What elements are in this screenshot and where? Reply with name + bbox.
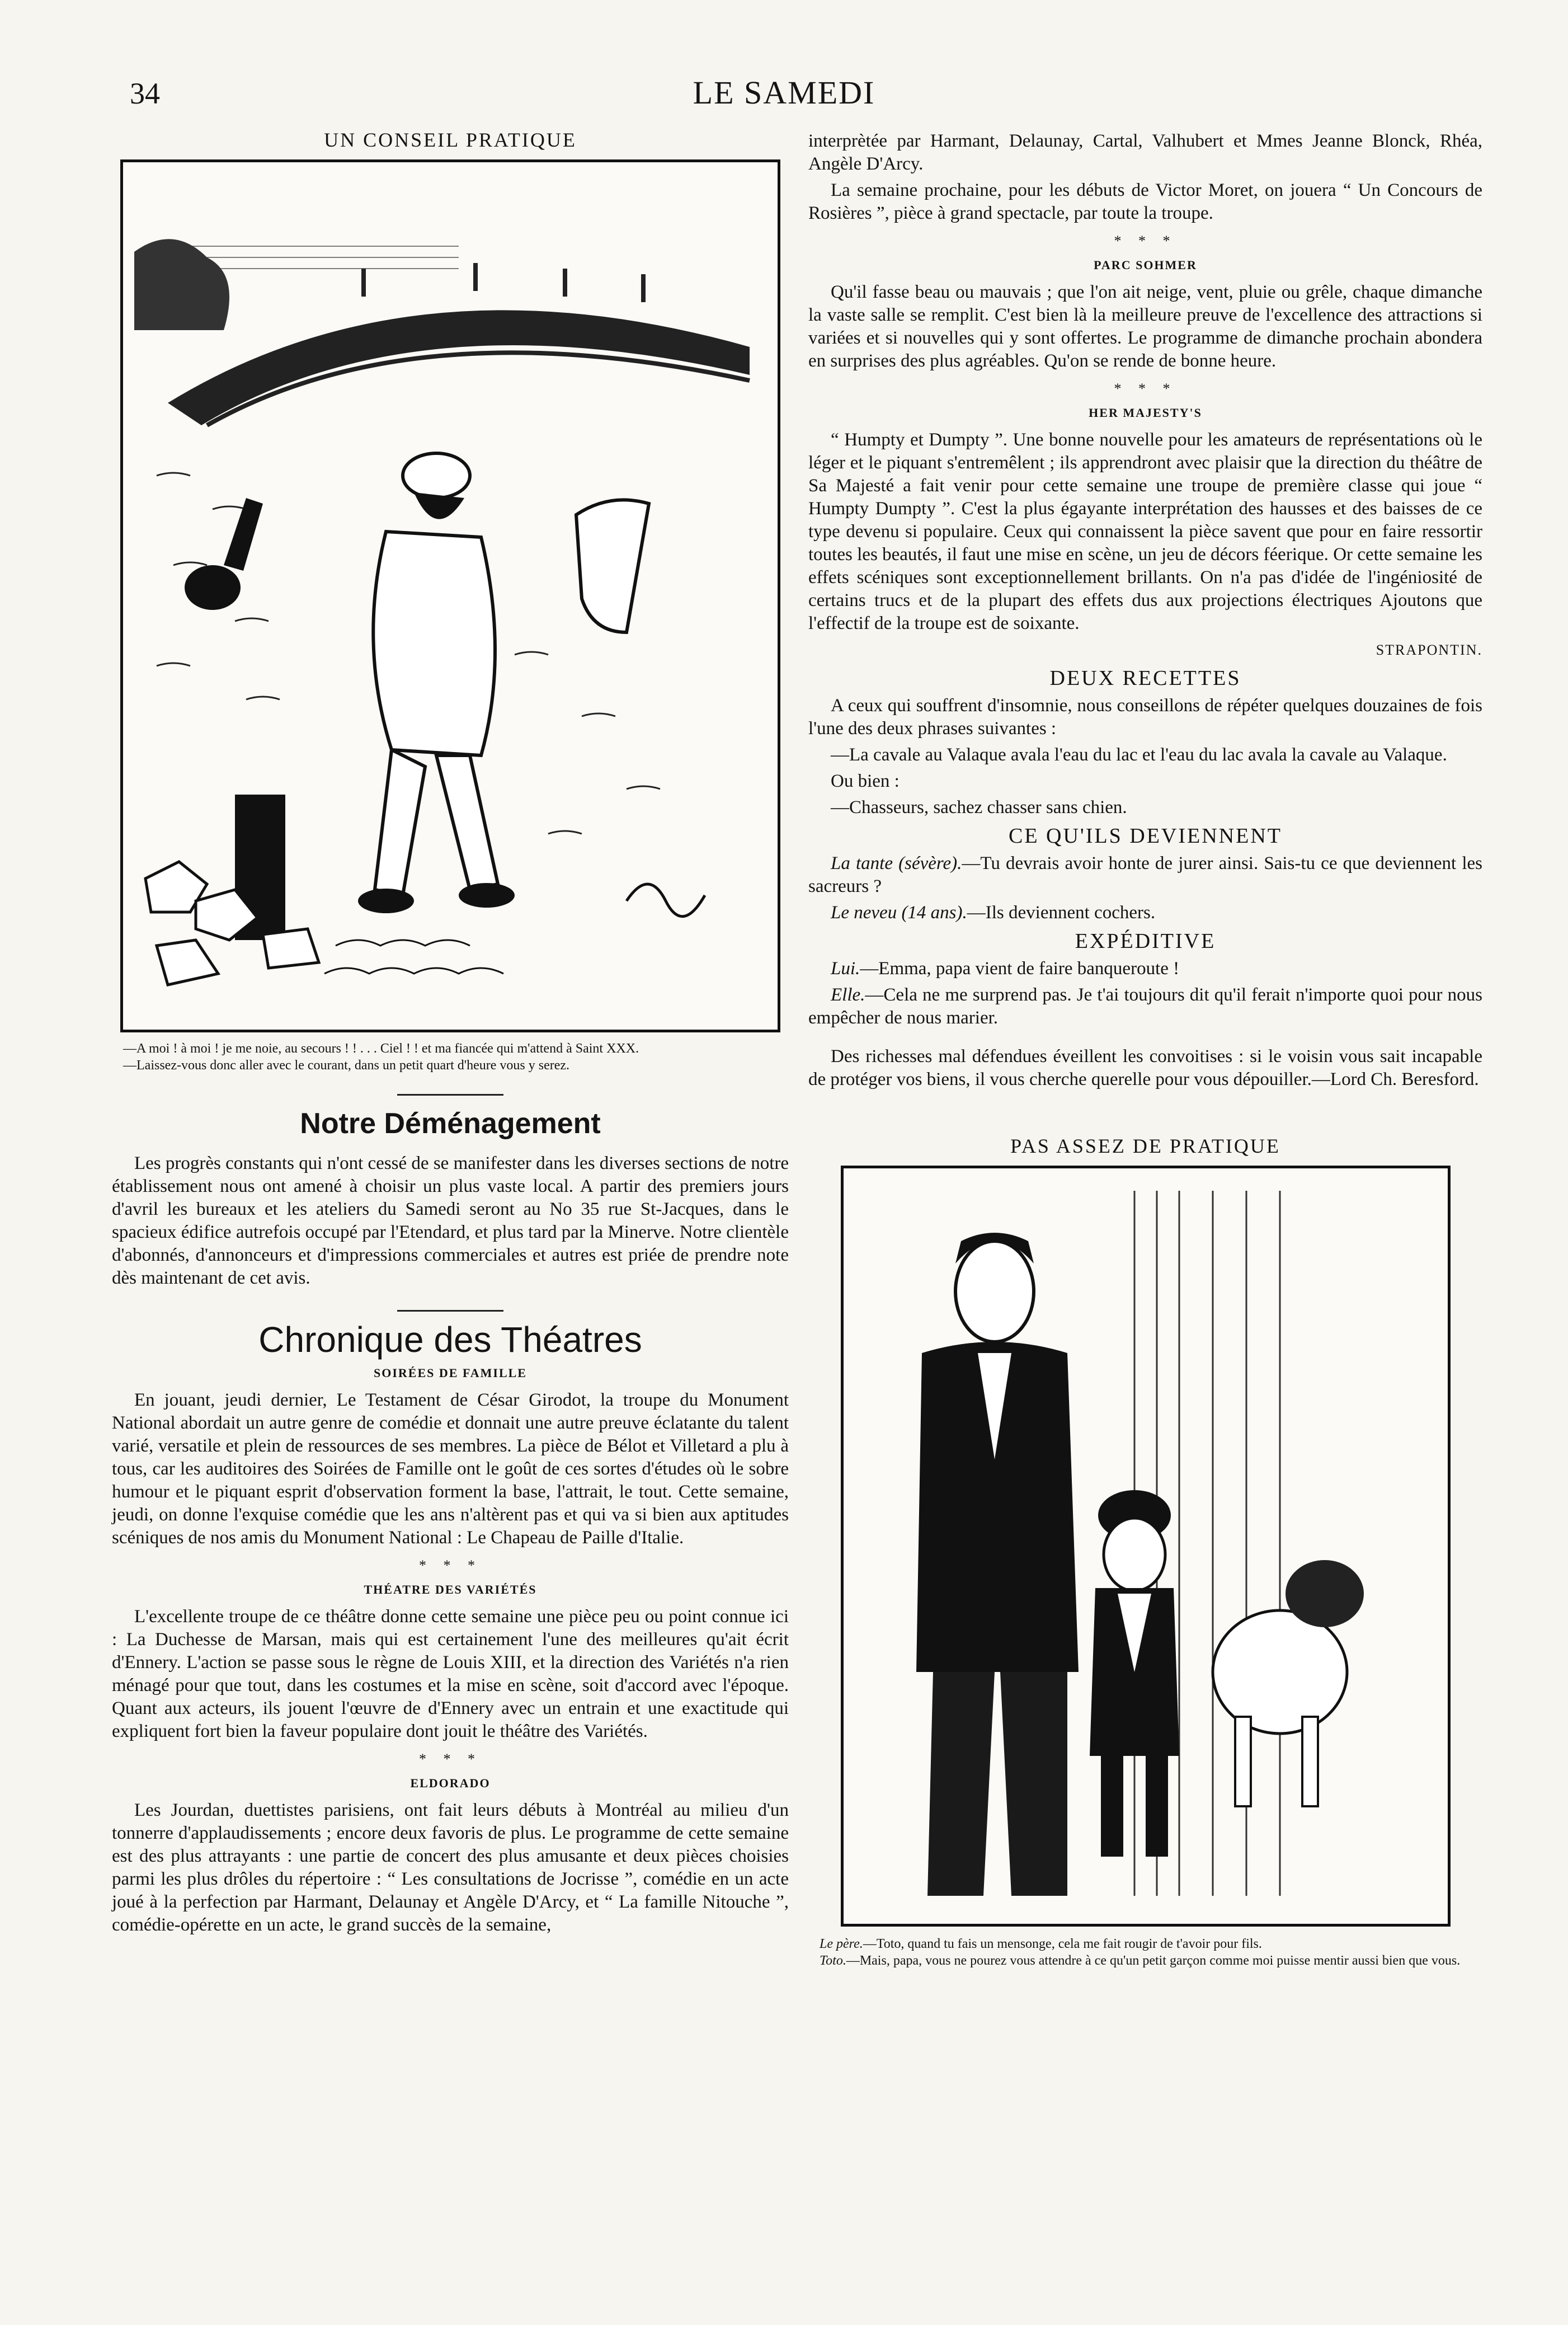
sohmer-heading: PARC SOHMER [1094,258,1197,272]
cartoon-caption [112,1040,789,1074]
expeditive-heading: EXPÉDITIVE [1075,929,1216,953]
speaker: Le neveu (14 ans). [831,903,967,923]
soirees-body: En jouant, jeudi dernier, Le Testament de César Girodot, la troupe du Monument National abordait un autre genre de comédie et donnait une autre preuve éclatante du talent varié, versatile et plein de ressources de ses membres. La pièce de Bélot et Villetard a plu à tous, car les auditoires des Soirées de Famille ont le goût de ces sortes d'études où le sobre humour et le piquant esprit d'observation forment la base, l'attrait, le tout. Cette semaine, jeudi, on donne l'exquise comédie que les ans n'altèrent pas et qui va si bien aux aptitudes scéniques de nos amis du Monument National : Le Chapeau de Paille d'Italie. [112,1390,789,1548]
speech: —Emma, papa vient de faire banqueroute ! [860,959,1180,979]
caption-line: —Laissez-vous donc aller avec le courant, dans un petit quart d'heure vous y serez. [123,1058,570,1073]
notre-demenagement-title: Notre Déménagement [300,1107,601,1140]
deux-recettes-ou: Ou bien : [831,771,900,791]
deux-recettes-line: —Chasseurs, sachez chasser sans chien. [831,797,1127,818]
stars-separator: * * * [419,1557,482,1574]
dialogue-line [808,957,1482,980]
cartoon-caption [808,1936,1482,1969]
caption-line [808,1952,1482,1969]
left-column [112,129,789,1940]
speaker: Lui. [831,959,860,979]
stars-separator: * * * [419,1751,482,1767]
richesses-quote: Des richesses mal défendues éveillent les convoitises : si le voisin vous sait incapable de protéger vos biens, il vous cherche querelle pour vous dépouiller.—Lord Ch. Beresford. [808,1046,1482,1089]
notre-demenagement-body: Les progrès constants qui n'ont cessé de se manifester dans les diverses sections de notre établissement nous ont amené à choisir un plus vaste local. A partir des premiers jours d'avril les bureaux et les ateliers du Samedi seront au No 35 rue St-Jacques, dans le spacieux édifice autrefois occupé par l'Etendard, et plus tard par la Minerve. Notre clientèle d'abonnés, d'annonceurs et d'impressions commerciales et autres est priée de prendre note dès maintenant de cet avis. [112,1153,789,1288]
dialogue-line [808,984,1482,1030]
father-son-dog-drawing [844,1168,1442,1918]
speech: —Toto, quand tu fais un mensonge, cela me fait rougir de t'avoir pour fils. [863,1937,1262,1951]
majesty-body: “ Humpty et Dumpty ”. Une bonne nouvelle pour les amateurs de représentations où le léger et le piquant s'entremêlent ; ils apprendront avec plaisir que la direction du théâtre de Sa Majesté a fait venir pour cette semaine une troupe de première classe qui joue “ Humpty Dumpty ”. C'est la plus égayante interprétation des hausses et des baisses de ce type devenu si populaire. Ceux qui connaissent la pièce savent que pour en faire ressortir toutes les beautés, il faut une mise en scène, un jeu de décors féerique. Or cette semaine les effets scéniques sont exceptionnellement brillants. On n'a pas d'idée de l'ingéniosité de certains trucs et de la plupart des effets dus aux projections électriques Ajoutons que l'effectif de la troupe est de soixante. [808,430,1482,633]
varietes-body: L'excellente troupe de ce théâtre donne cette semaine une pièce peu ou point connue ici : La Duchesse de Marsan, mais qui est certainement l'une des meilleures qu'ait écrit d'Ennery. L'action se passe sous le règne de Louis XIII, et la direction des Variétés n'a rien ménagé pour que tout, dans les costumes et la mise en scène, soit d'accord avec l'époque. Quant aux acteurs, ils jouent l'œuvre de d'Ennery avec un entrain et une exactitude qui expliquent fort bien la faveur populaire dont jouit le théâtre des Variétés. [112,1607,789,1741]
speech: —Cela ne me surprend pas. Je t'ai toujours dit qu'il ferait n'importe quoi pour nous empêcher de nous marier. [808,985,1482,1028]
bridge-cartoon-illustration [120,159,780,1032]
varietes-heading: THÉATRE DES VARIÉTÉS [364,1582,537,1596]
speaker: Le père. [820,1937,863,1951]
bridge-cartoon-drawing [123,162,772,1024]
strapontin-signature: STRAPONTIN. [1376,642,1482,658]
eldorado-heading: ELDORADO [410,1776,491,1790]
deux-recettes-line: —La cavale au Valaque avala l'eau du lac et l'eau du lac avala la cavale au Valaque. [831,745,1447,765]
speech: —Ils deviennent cochers. [967,903,1156,923]
father-son-dog-illustration [841,1166,1451,1927]
cartoon-title: UN CONSEIL PRATIQUE [324,129,577,151]
caption-line: —A moi ! à moi ! je me noie, au secours ! ! . . . Ciel ! ! et ma fiancée qui m'attend à Saint XXX. [123,1041,639,1056]
speech: —Tu devrais avoir honte de jurer ainsi. Sais-tu ce que deviennent les sacreurs ? [808,853,1482,896]
deux-recettes-heading: DEUX RECETTES [1049,666,1241,690]
eldorado-body: Les Jourdan, duettistes parisiens, ont fait leurs débuts à Montréal au milieu d'un tonnerre d'applaudissements ; encore deux favoris de plus. Le programme de cette semaine est des plus attrayants : une partie de concert des plus amusante et deux pièces choisies parmi les plus drôles du répertoire : “ Les consultations de Jocrisse ”, comédie en un acte joué à la perfection par Harmant, Delaunay et Angèle D'Arcy, et “ La famille Nitouche ”, comédie-opérette en un acte, le grand succès de la semaine, [112,1800,789,1935]
soirees-heading: SOIRÉES DE FAMILLE [374,1366,527,1380]
divider [397,1094,503,1096]
caption-line [808,1936,1482,1952]
stars-separator: * * * [1114,381,1177,397]
stars-separator: * * * [1114,233,1177,249]
masthead: LE SAMEDI [693,74,875,111]
ce-quils-deviennent-heading: CE QU'ILS DEVIENNENT [1008,824,1282,848]
dialogue-line [808,852,1482,898]
speaker: Toto. [820,1953,846,1968]
chronique-title: Chronique des Théatres [258,1319,642,1360]
dialogue-line [808,901,1482,924]
speech: —Mais, papa, vous ne pourez vous attendre à ce qu'un petit garçon comme moi puisse mentir aussi bien que vous. [846,1953,1461,1968]
right-column [808,130,1482,1969]
page-number: 34 [130,77,160,110]
speaker: La tante (sévère). [831,853,962,873]
eldorado-continued: interprètée par Harmant, Delaunay, Cartal, Valhubert et Mmes Jeanne Blonck, Rhéa, Angèle D'Arcy. [808,131,1482,174]
sohmer-body: Qu'il fasse beau ou mauvais ; que l'on ait neige, vent, pluie ou grêle, chaque dimanche la vaste salle se remplit. C'est bien là la meilleure preuve de l'excellence des attractions si variées et si nouvelles qui y sont offertes. Le programme de dimanche prochain abondera en surprises des plus agréables. Qu'on se rende de bonne heure. [808,282,1482,371]
cartoon-title: PAS ASSEZ DE PRATIQUE [1010,1135,1280,1157]
next-week-note: La semaine prochaine, pour les débuts de Victor Moret, on jouera “ Un Concours de Rosières ”, pièce à grand spectacle, par toute la troupe. [808,180,1482,223]
divider [397,1310,503,1312]
speaker: Elle. [831,985,865,1005]
majesty-heading: HER MAJESTY'S [1089,406,1202,420]
deux-recettes-body: A ceux qui souffrent d'insomnie, nous conseillons de répéter quelques douzaines de fois l'une des deux phrases suivantes : [808,696,1482,739]
